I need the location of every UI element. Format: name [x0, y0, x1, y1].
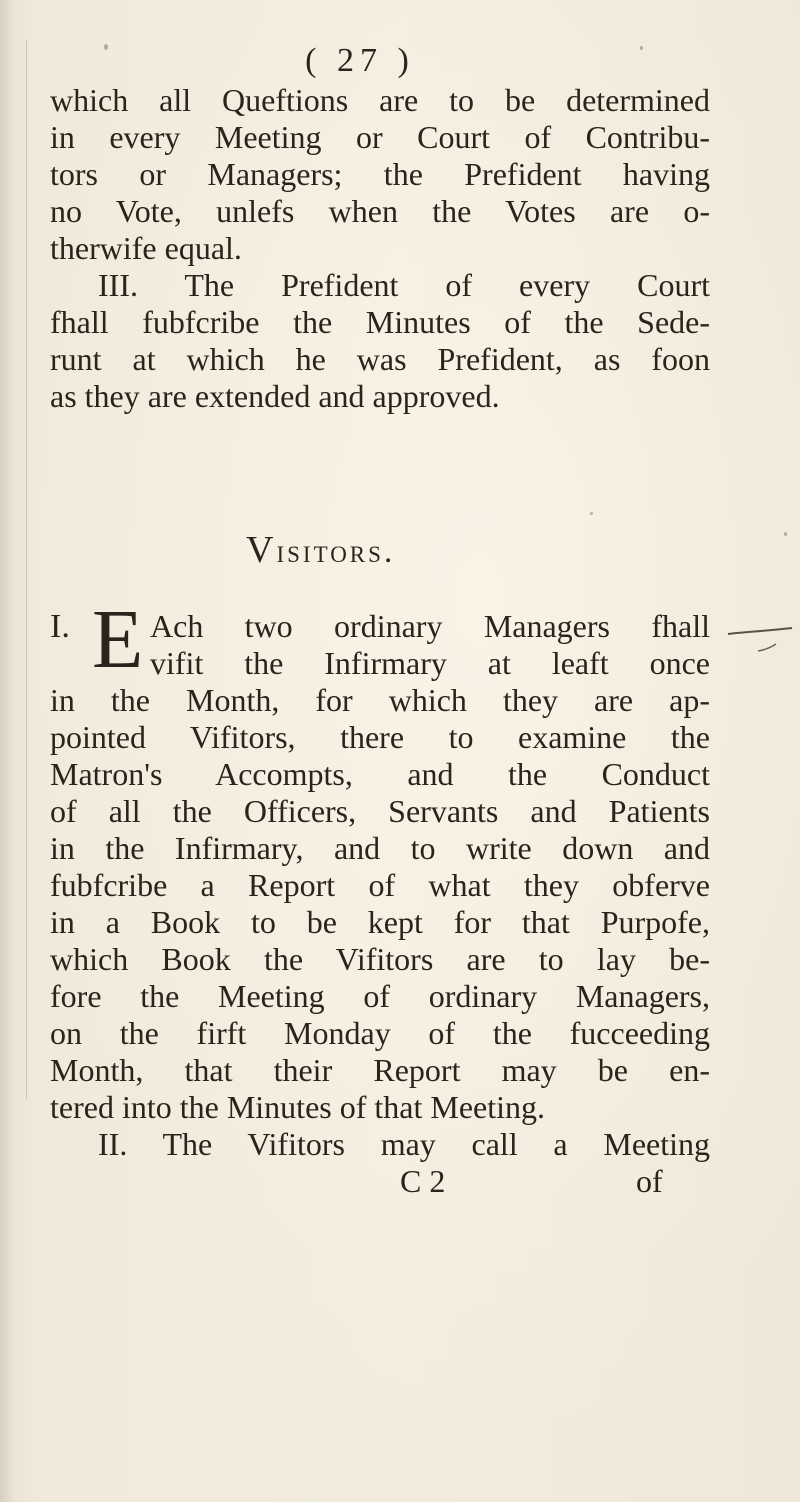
opening-paragraph	[50, 82, 710, 267]
text-line: tors or Managers; the Prefident having	[50, 156, 710, 192]
page-number: ( 27 )	[305, 42, 415, 79]
paper-speck	[104, 44, 108, 50]
paper-speck	[640, 46, 643, 50]
article-two-paragraph	[50, 1126, 710, 1163]
section-heading: Visitors.	[246, 529, 396, 571]
text-line: in the Infirmary, and to write down and	[50, 830, 710, 866]
signature-mark: C 2	[400, 1163, 446, 1199]
text-line: as they are extended and approved.	[50, 378, 500, 414]
text-line: no Vote, unlefs when the Votes are o-	[50, 193, 710, 229]
catchword: of	[636, 1163, 663, 1199]
text-line: on the firft Monday of the fucceeding	[50, 1015, 710, 1051]
text-line: Ach two ordinary Managers fhall	[150, 608, 710, 644]
paper-speck	[590, 512, 593, 515]
page-gutter	[0, 0, 14, 1502]
text-line: tered into the Minutes of that Meeting.	[50, 1089, 545, 1125]
text-line: of all the Officers, Servants and Patients	[50, 793, 710, 829]
text-line: fubfcribe a Report of what they obferve	[50, 867, 710, 903]
drop-capital: E	[92, 593, 144, 686]
text-line: in a Book to be kept for that Purpofe,	[50, 904, 710, 940]
text-line: therwife equal.	[50, 230, 242, 266]
visitors-paragraph	[50, 682, 710, 1126]
gutter-fold-line	[26, 40, 27, 1100]
article-three-paragraph	[50, 267, 710, 415]
text-line: II. The Vifitors may call a Meeting	[98, 1126, 710, 1162]
margin-pen-mark	[726, 622, 796, 662]
text-line: which Book the Vifitors are to lay be-	[50, 941, 710, 977]
text-line: which all Queftions are to be determined	[50, 82, 710, 118]
text-line: Matron's Accompts, and the Conduct	[50, 756, 710, 792]
paragraph-number: I.	[50, 608, 70, 645]
text-line: III. The Prefident of every Court	[98, 267, 710, 303]
text-line: Month, that their Report may be en-	[50, 1052, 710, 1088]
text-line: pointed Vifitors, there to examine the	[50, 719, 710, 755]
text-line: fore the Meeting of ordinary Managers,	[50, 978, 710, 1014]
text-line: in the Month, for which they are ap-	[50, 682, 710, 718]
text-line	[50, 304, 710, 341]
paper-speck	[784, 532, 787, 536]
text-line-content: fhall fubfcribe the Minutes of the Sede-	[50, 304, 710, 340]
text-line: runt at which he was Prefident, as foon	[50, 341, 710, 377]
visitors-opening-lines	[150, 608, 710, 682]
text-line: vifit the Infirmary at leaft once	[150, 645, 710, 681]
text-line: in every Meeting or Court of Contribu-	[50, 119, 710, 155]
